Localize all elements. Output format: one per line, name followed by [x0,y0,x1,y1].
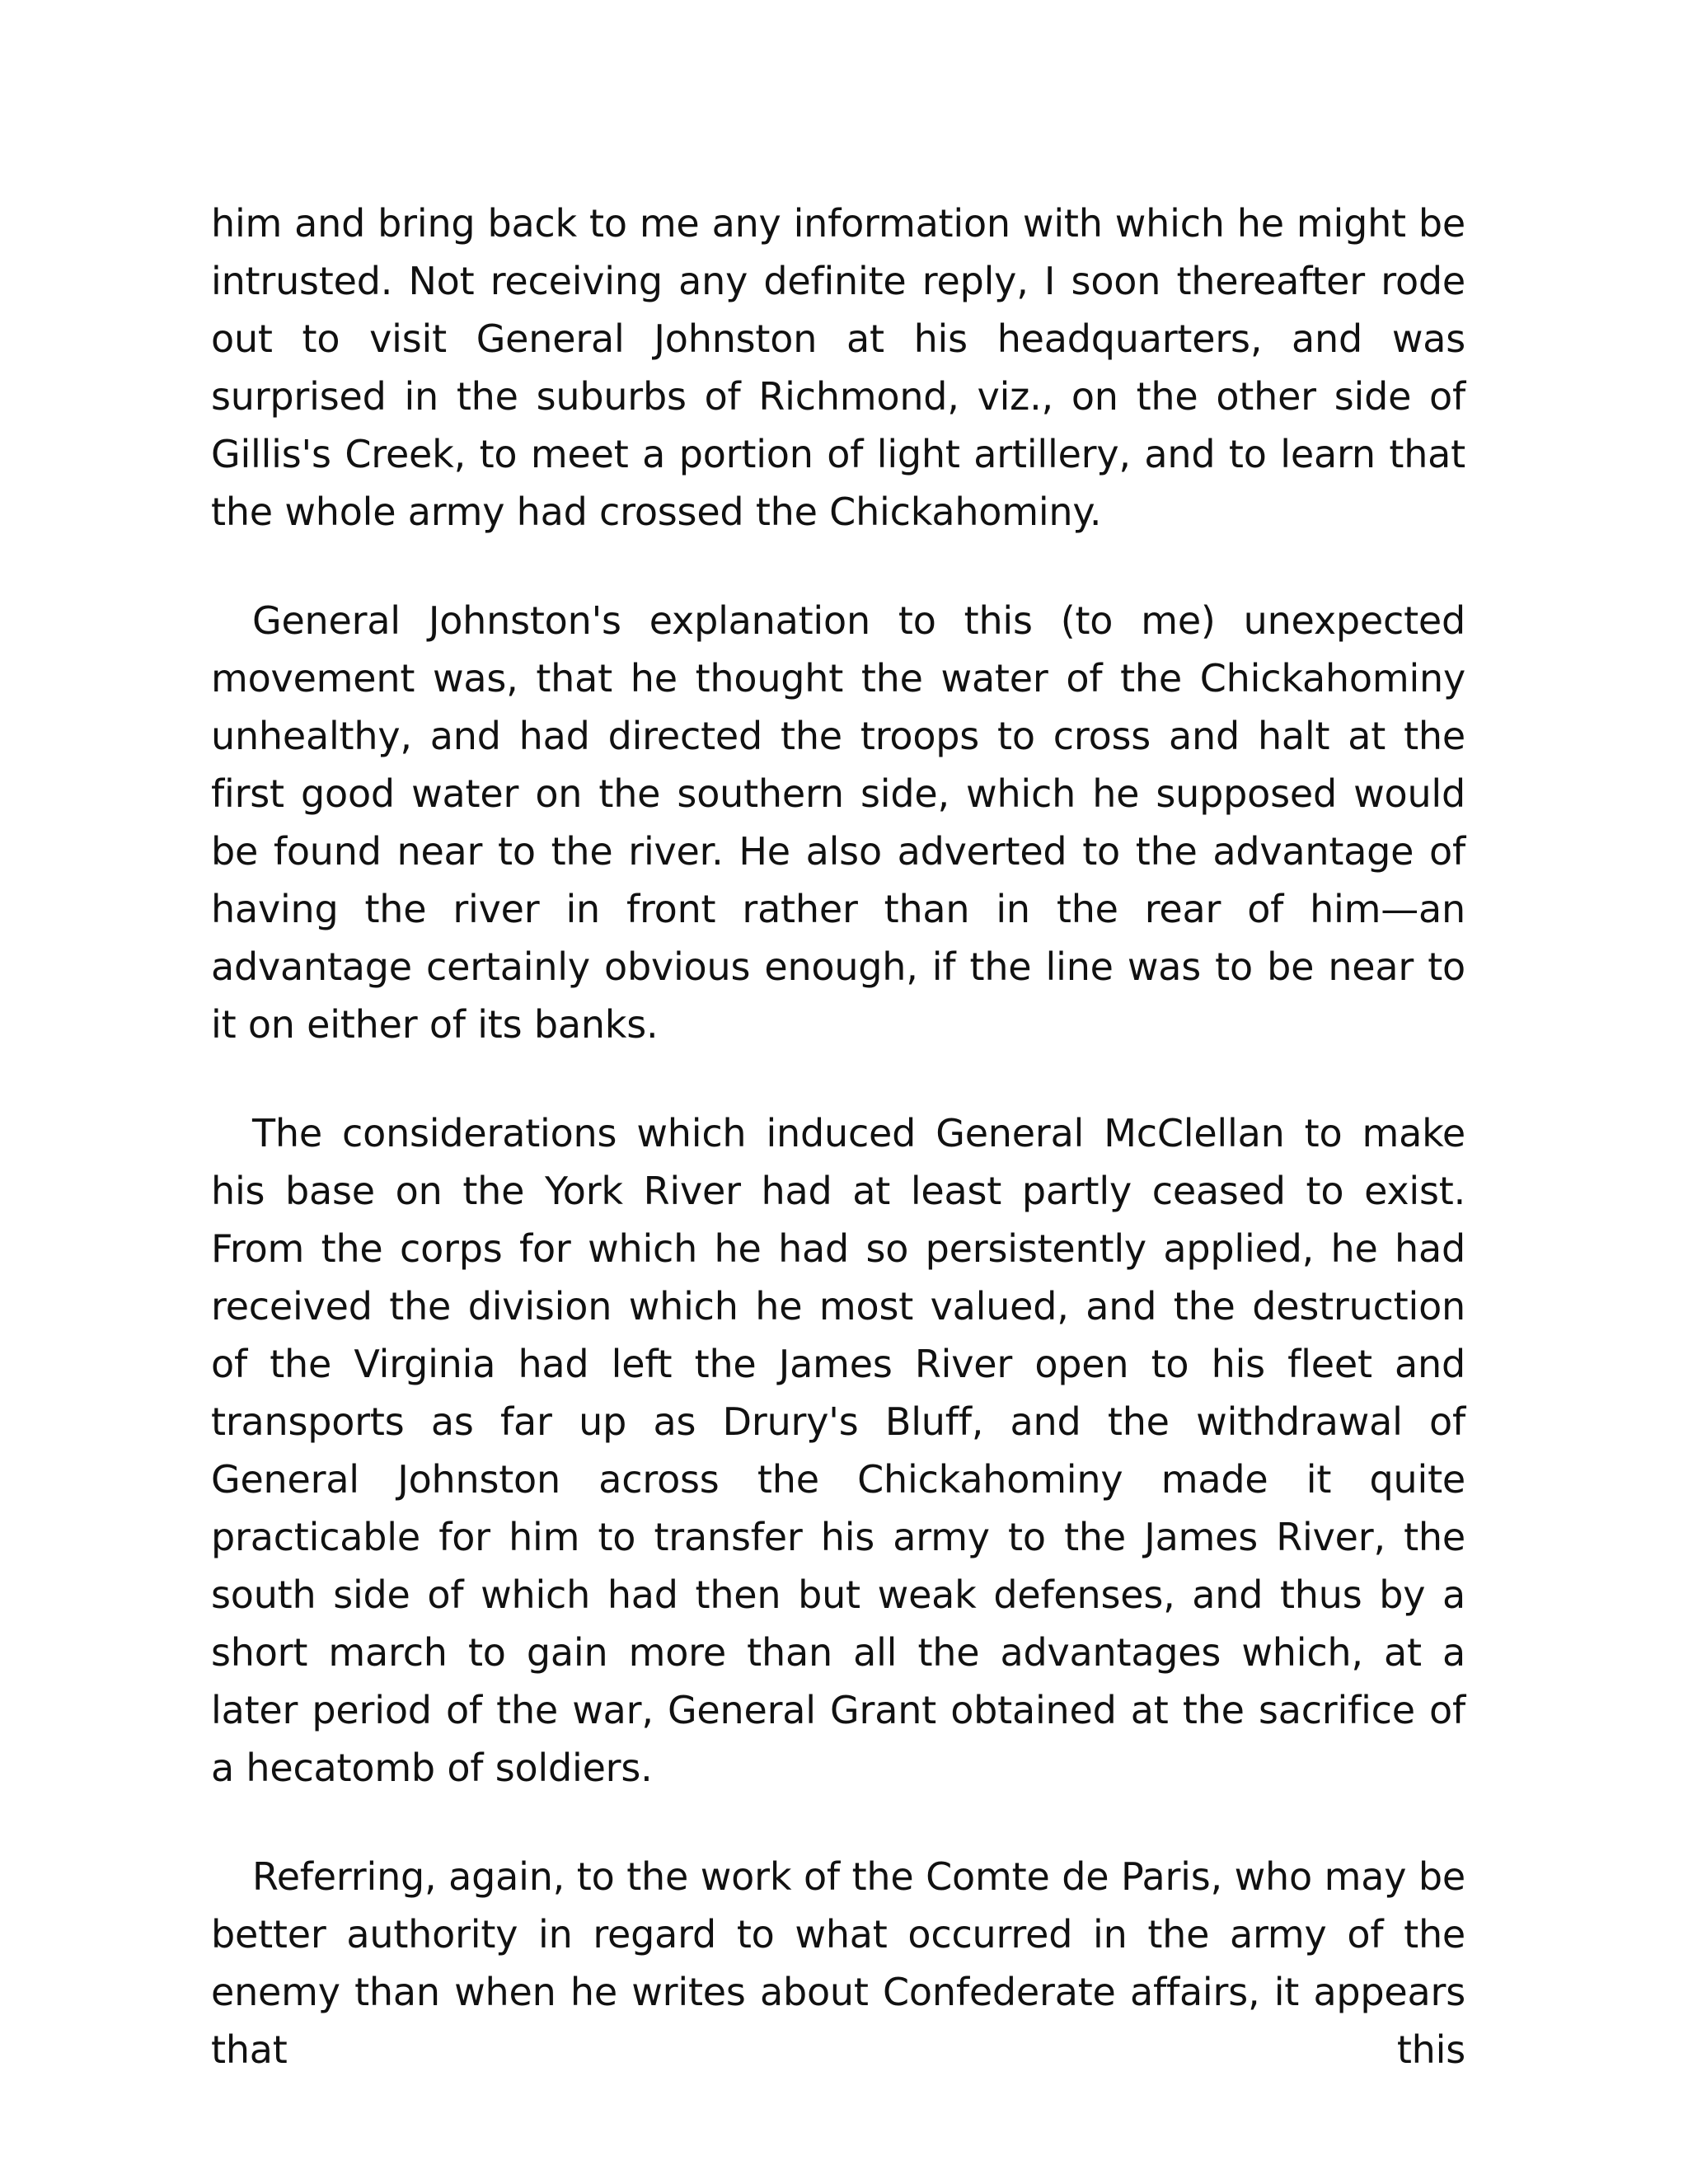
paragraph-3: The considerations which induced General McClellan to make his base on the York River had at least partly ceased to exist. From the corps for which he had so persistently applied, he had received the division which he most valued, and the destruction of the Virginia had left the James River open to his fleet and transports as far up as Drury's Bluff, and the withdrawal of General Johnston across the Chickahominy made it quite practicable for him to transfer his army to the James River, the south side of which had then but weak defenses, and thus by a short march to gain more than all the advantages which, at a later period of the war, General Grant obtained at the sacrifice of a hecatomb of soldiers. [211,1111,1465,1790]
paragraph-4: Referring, again, to the work of the Comte de Paris, who may be better authority in regard to what occurred in the army of the enemy than when he writes about Confederate affairs, it appears that this [211,1854,1465,2072]
paragraph-2: General Johnston's explanation to this (to me) unexpected movement was, that he thought the water of the Chickahominy unhealthy, and had directed the troops to cross and halt at the first good water on the southern side, which he supposed would be found near to the river. He also adverted to the advantage of having the river in front rather than in the rear of him—an advantage certainly obvious enough, if the line was to be near to it on either of its banks. [211,598,1465,1047]
paragraph-1: him and bring back to me any information with which he might be intrusted. Not receiving any definite reply, I soon thereafter rode out to visit General Johnston at his headquarters, and was surprised in the suburbs of Richmond, viz., on the other side of Gillis's Creek, to meet a portion of light artillery, and to learn that the whole army had crossed the Chickahominy. [211,201,1465,534]
body-text [211,194,1465,2079]
